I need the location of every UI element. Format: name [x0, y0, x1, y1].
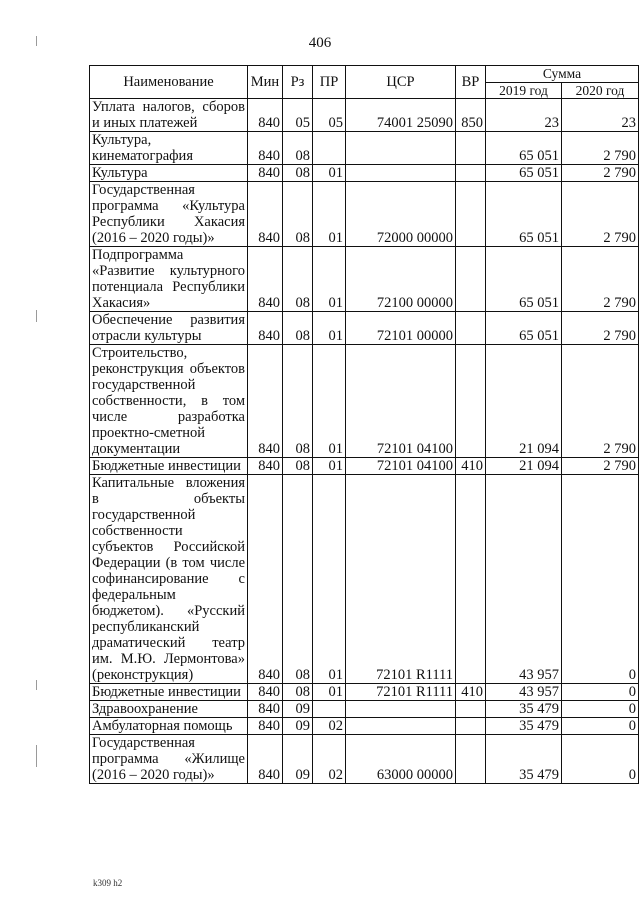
cell-csr: 72101 04100	[346, 458, 456, 475]
cell-csr: 72000 00000	[346, 182, 456, 247]
cell-y2020: 23	[562, 99, 639, 132]
header-rz: Рз	[283, 66, 313, 99]
cell-name: Государственная программа «Культура Республики Хакасия (2016 – 2020 годы)»	[90, 182, 248, 247]
cell-name: Подпрограмма «Развитие культурного потенциала Республики Хакасия»	[90, 247, 248, 312]
cell-y2020: 2 790	[562, 312, 639, 345]
cell-csr	[346, 718, 456, 735]
cell-min: 840	[248, 247, 283, 312]
cell-y2019: 35 479	[486, 735, 562, 784]
cell-y2020: 0	[562, 701, 639, 718]
cell-min: 840	[248, 684, 283, 701]
cell-name: Капитальные вложения в объекты государственной собственности субъектов Российской Федерации (в том числе софинансирование с федеральным бюджетом). «Русский республиканский драматический театр им. М.Ю. Лермонтова» (реконструкция)	[90, 475, 248, 684]
cell-pr: 01	[313, 165, 346, 182]
cell-name: Бюджетные инвестиции	[90, 684, 248, 701]
cell-min: 840	[248, 718, 283, 735]
cell-vr	[456, 182, 486, 247]
header-pr: ПР	[313, 66, 346, 99]
cell-vr	[456, 735, 486, 784]
cell-pr	[313, 132, 346, 165]
cell-vr	[456, 701, 486, 718]
cell-rz: 09	[283, 701, 313, 718]
cell-vr: 410	[456, 684, 486, 701]
cell-vr	[456, 165, 486, 182]
header-vr: ВР	[456, 66, 486, 99]
margin-mark	[36, 36, 37, 46]
cell-pr: 01	[313, 312, 346, 345]
cell-pr: 01	[313, 475, 346, 684]
cell-csr	[346, 132, 456, 165]
cell-y2019: 65 051	[486, 132, 562, 165]
cell-name: Уплата налогов, сборов и иных платежей	[90, 99, 248, 132]
cell-csr: 72101 00000	[346, 312, 456, 345]
cell-pr: 02	[313, 718, 346, 735]
cell-pr: 01	[313, 458, 346, 475]
cell-vr	[456, 475, 486, 684]
cell-vr	[456, 132, 486, 165]
header-csr: ЦСР	[346, 66, 456, 99]
cell-vr	[456, 345, 486, 458]
cell-y2020: 0	[562, 475, 639, 684]
header-min: Мин	[248, 66, 283, 99]
cell-y2019: 21 094	[486, 458, 562, 475]
cell-rz: 08	[283, 165, 313, 182]
table-row	[90, 132, 639, 165]
cell-y2019: 21 094	[486, 345, 562, 458]
cell-y2020: 2 790	[562, 345, 639, 458]
cell-y2019: 65 051	[486, 312, 562, 345]
cell-pr: 02	[313, 735, 346, 784]
cell-vr	[456, 312, 486, 345]
cell-vr	[456, 247, 486, 312]
cell-csr: 63000 00000	[346, 735, 456, 784]
header-2020: 2020 год	[562, 83, 639, 99]
cell-rz: 08	[283, 247, 313, 312]
cell-csr: 72101 04100	[346, 345, 456, 458]
cell-y2020: 2 790	[562, 458, 639, 475]
table-row	[90, 312, 639, 345]
cell-name: Культура, кинематография	[90, 132, 248, 165]
cell-y2019: 65 051	[486, 182, 562, 247]
cell-y2020: 2 790	[562, 182, 639, 247]
cell-y2019: 23	[486, 99, 562, 132]
margin-mark	[36, 310, 37, 322]
cell-rz: 08	[283, 312, 313, 345]
header-2019: 2019 год	[486, 83, 562, 99]
cell-rz: 05	[283, 99, 313, 132]
cell-rz: 08	[283, 132, 313, 165]
cell-min: 840	[248, 182, 283, 247]
cell-csr	[346, 165, 456, 182]
cell-vr: 410	[456, 458, 486, 475]
cell-pr	[313, 701, 346, 718]
cell-rz: 08	[283, 684, 313, 701]
cell-min: 840	[248, 701, 283, 718]
cell-pr: 01	[313, 345, 346, 458]
budget-table	[89, 65, 639, 784]
cell-rz: 09	[283, 718, 313, 735]
cell-min: 840	[248, 475, 283, 684]
table-row	[90, 247, 639, 312]
table-row	[90, 701, 639, 718]
cell-min: 840	[248, 735, 283, 784]
cell-min: 840	[248, 458, 283, 475]
cell-csr: 74001 25090	[346, 99, 456, 132]
cell-min: 840	[248, 312, 283, 345]
cell-y2020: 0	[562, 735, 639, 784]
table-row	[90, 99, 639, 132]
cell-y2019: 35 479	[486, 701, 562, 718]
cell-name: Амбулаторная помощь	[90, 718, 248, 735]
cell-rz: 08	[283, 345, 313, 458]
cell-vr	[456, 718, 486, 735]
cell-y2019: 65 051	[486, 247, 562, 312]
cell-csr: 72100 00000	[346, 247, 456, 312]
cell-name: Государственная программа «Жилище (2016 – 2020 годы)»	[90, 735, 248, 784]
header-sum: Сумма	[486, 66, 639, 83]
cell-y2020: 2 790	[562, 247, 639, 312]
cell-y2019: 43 957	[486, 475, 562, 684]
table-row	[90, 684, 639, 701]
cell-y2020: 0	[562, 684, 639, 701]
cell-rz: 08	[283, 475, 313, 684]
table-row	[90, 182, 639, 247]
table-row	[90, 735, 639, 784]
cell-y2019: 65 051	[486, 165, 562, 182]
cell-min: 840	[248, 345, 283, 458]
cell-csr: 72101 R1111	[346, 684, 456, 701]
cell-rz: 08	[283, 182, 313, 247]
table-row	[90, 165, 639, 182]
cell-name: Бюджетные инвестиции	[90, 458, 248, 475]
margin-mark	[36, 745, 37, 767]
table-row	[90, 718, 639, 735]
cell-name: Здравоохранение	[90, 701, 248, 718]
cell-min: 840	[248, 99, 283, 132]
cell-y2020: 2 790	[562, 132, 639, 165]
cell-rz: 08	[283, 458, 313, 475]
cell-pr: 01	[313, 182, 346, 247]
cell-pr: 01	[313, 684, 346, 701]
cell-csr	[346, 701, 456, 718]
cell-vr: 850	[456, 99, 486, 132]
cell-pr: 05	[313, 99, 346, 132]
cell-name: Культура	[90, 165, 248, 182]
margin-mark	[36, 680, 37, 690]
table-row	[90, 458, 639, 475]
cell-pr: 01	[313, 247, 346, 312]
cell-y2019: 35 479	[486, 718, 562, 735]
table-row	[90, 475, 639, 684]
cell-y2020: 2 790	[562, 165, 639, 182]
cell-rz: 09	[283, 735, 313, 784]
table-row	[90, 345, 639, 458]
cell-y2019: 43 957	[486, 684, 562, 701]
cell-y2020: 0	[562, 718, 639, 735]
cell-min: 840	[248, 132, 283, 165]
cell-name: Строительство, реконструкция объектов государственной собственности, в том числе разработка проектно-сметной документации	[90, 345, 248, 458]
header-name: Наименование	[90, 66, 248, 99]
cell-name: Обеспечение развития отрасли культуры	[90, 312, 248, 345]
page-number: 406	[308, 35, 332, 51]
cell-csr: 72101 R1111	[346, 475, 456, 684]
cell-min: 840	[248, 165, 283, 182]
footer-code: k309 h2	[93, 878, 123, 888]
